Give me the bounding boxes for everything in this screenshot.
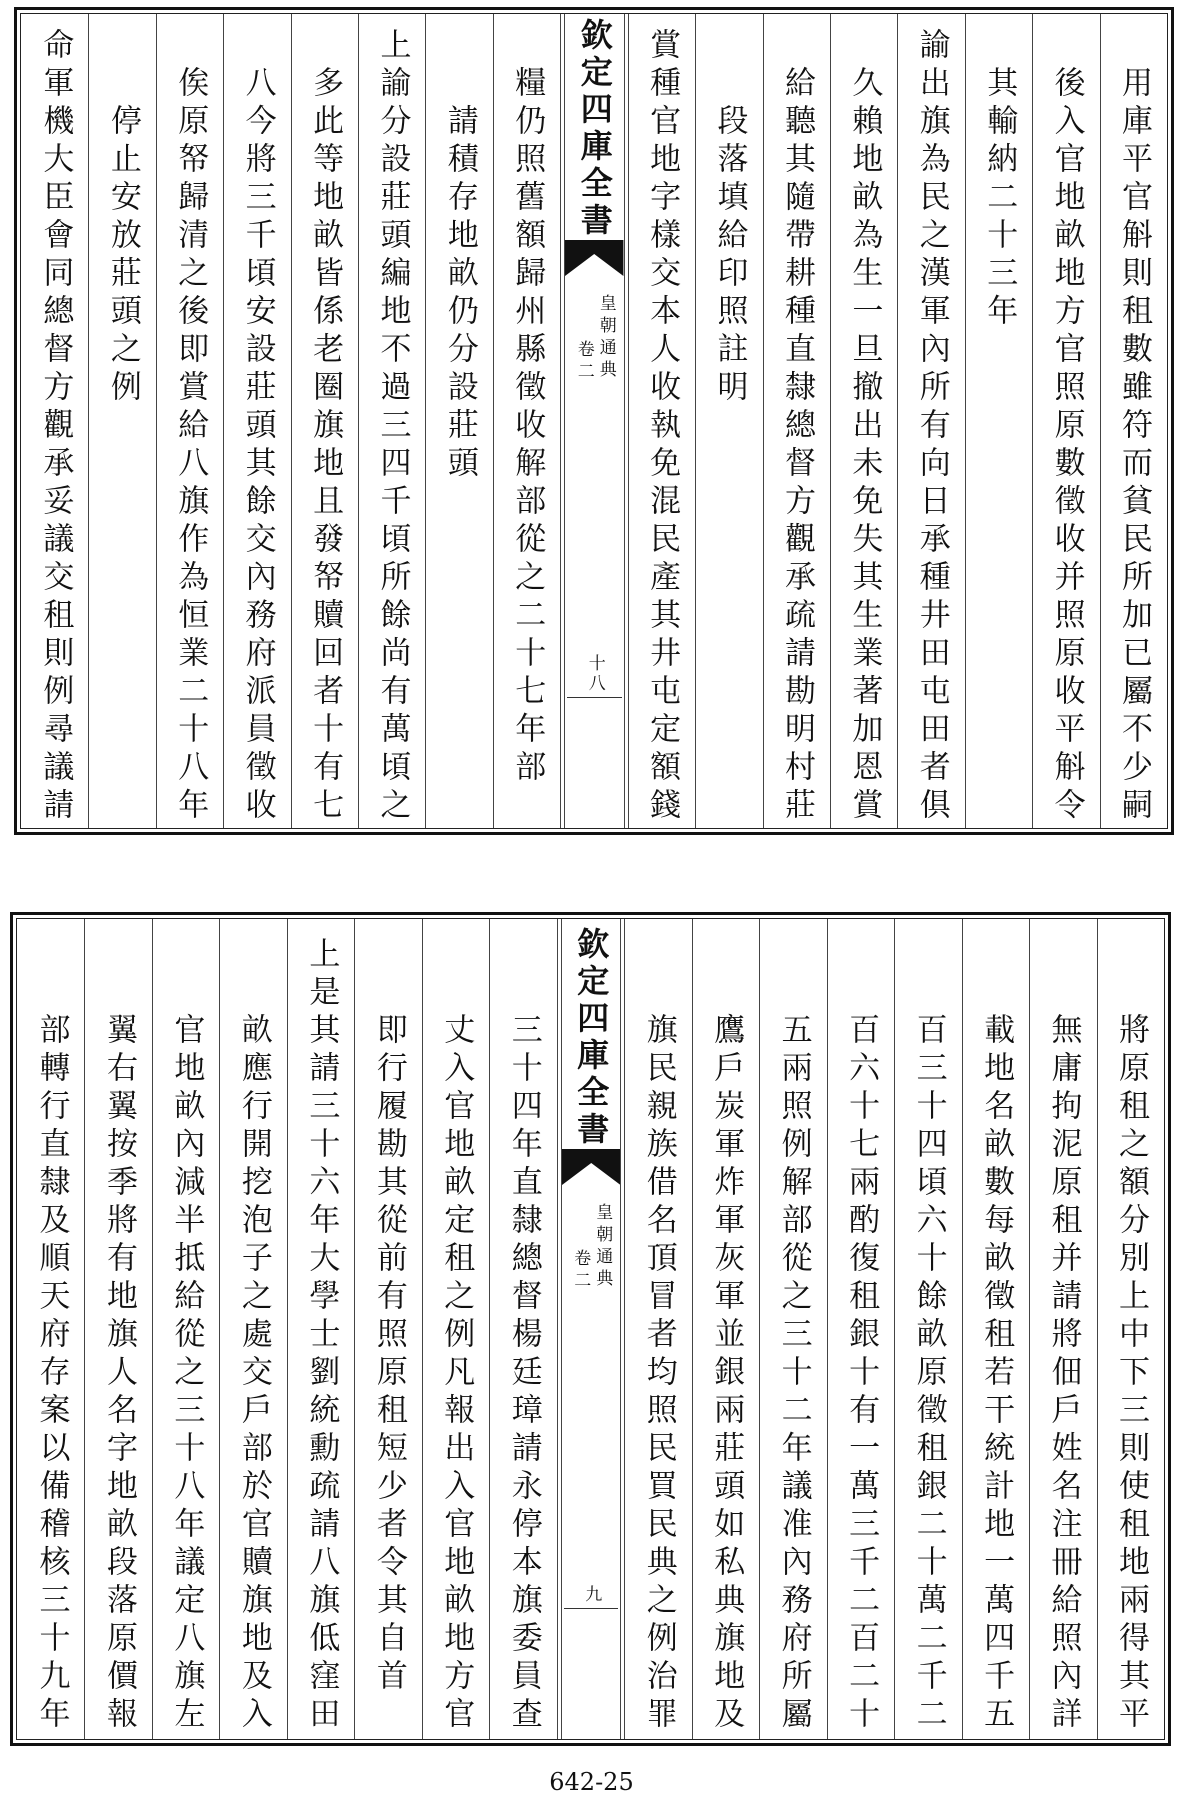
text-column: 五兩照例解部從之三十二年議准內務府所屬	[759, 919, 826, 1739]
text-column: 丈入官地畝定租之例凡報出入官地畝地方官	[422, 919, 489, 1739]
page-frame	[20, 13, 1168, 829]
fishtail-icon	[562, 1149, 620, 1185]
series-title: 欽定四庫全書	[575, 18, 614, 240]
text-column: 久賴地畝為生一旦撤出未免失其生業著加恩賞	[830, 14, 897, 828]
text-column: 上是其請三十六年大學士劉統勳疏請八旗低窪田	[287, 919, 354, 1739]
fishtail-icon	[565, 240, 623, 276]
text-column: 無庸拘泥原租并請將佃戶姓名注冊給照內詳	[1029, 919, 1096, 1739]
reel-page-number: 642-25	[549, 1768, 634, 1796]
text-column: 諭出旗為民之漢軍內所有向日承種井田屯田者俱	[897, 14, 964, 828]
text-column: 其輸納二十三年	[965, 14, 1032, 828]
text-column: 用庫平官斛則租數雖符而貧民所加已屬不少嗣	[1100, 14, 1167, 828]
text-column: 即行履勘其從前有照原租短少者令其自首	[354, 919, 421, 1739]
series-title: 欽定四庫全書	[572, 927, 611, 1149]
center-column	[560, 14, 627, 828]
text-column: 賞種官地字樣交本人收執免混民產其井屯定額錢	[628, 14, 695, 828]
center-column	[557, 919, 624, 1739]
folio-number: 九	[581, 1585, 602, 1605]
text-column: 停止安放莊頭之例	[88, 14, 155, 828]
text-column: 翼右翼按季將有地旗人名字地畝段落原價報	[84, 919, 151, 1739]
book-title: 皇朝通典	[595, 294, 616, 382]
text-column: 後入官地畝地方官照原數徵收并照原收平斛令	[1032, 14, 1099, 828]
book-title: 皇朝通典	[592, 1203, 613, 1291]
page-top	[14, 7, 1174, 835]
folio-number: 十八	[584, 654, 605, 694]
text-column: 上諭分設莊頭編地不過三四千頃所餘尚有萬頃之	[358, 14, 425, 828]
page-bottom	[10, 912, 1171, 1746]
text-column: 百六十七兩酌復租銀十有一萬三千二百二十	[827, 919, 894, 1739]
text-column: 鷹戶炭軍炸軍灰軍並銀兩莊頭如私典旗地及	[692, 919, 759, 1739]
text-column: 旗民親族借名頂冒者均照民買民典之例治罪	[624, 919, 691, 1739]
page-frame	[16, 918, 1165, 1740]
text-column: 命軍機大臣會同總督方觀承妥議交租則例尋議請	[37, 28, 74, 826]
text-column: 八今將三千頃安設莊頭其餘交內務府派員徵收	[223, 14, 290, 828]
text-column: 請積存地畝仍分設莊頭	[425, 14, 492, 828]
text-column: 俟原帑歸清之後即賞給八旗作為恒業二十八年	[156, 14, 223, 828]
text-column: 多此等地畝皆係老圈旗地且發帑贖回者十有七	[291, 14, 358, 828]
volume-label: 卷二	[573, 340, 594, 384]
text-column: 官地畝內減半抵給從之三十八年議定八旗左	[152, 919, 219, 1739]
text-column: 畝應行開挖泡子之處交戶部於官贖旗地及入	[219, 919, 286, 1739]
folio-rule	[567, 697, 621, 698]
text-column: 百三十四頃六十餘畝原徵租銀二十萬二千二	[894, 919, 961, 1739]
text-column: 載地名畝數每畝徵租若干統計地一萬四千五	[962, 919, 1029, 1739]
text-column: 段落填給印照註明	[695, 14, 762, 828]
text-column: 糧仍照舊額歸州縣徵收解部從之二十七年部	[493, 14, 560, 828]
folio-rule	[564, 1608, 618, 1609]
text-column: 將原租之額分別上中下三則使租地兩得其平	[1097, 919, 1164, 1739]
text-column: 給聽其隨帶耕種直隸總督方觀承疏請勘明村莊	[763, 14, 830, 828]
text-column: 三十四年直隸總督楊廷璋請永停本旗委員查	[489, 919, 556, 1739]
text-column: 部轉行直隸及順天府存案以備稽核三十九年	[33, 1013, 70, 1735]
volume-label: 卷二	[570, 1249, 591, 1293]
